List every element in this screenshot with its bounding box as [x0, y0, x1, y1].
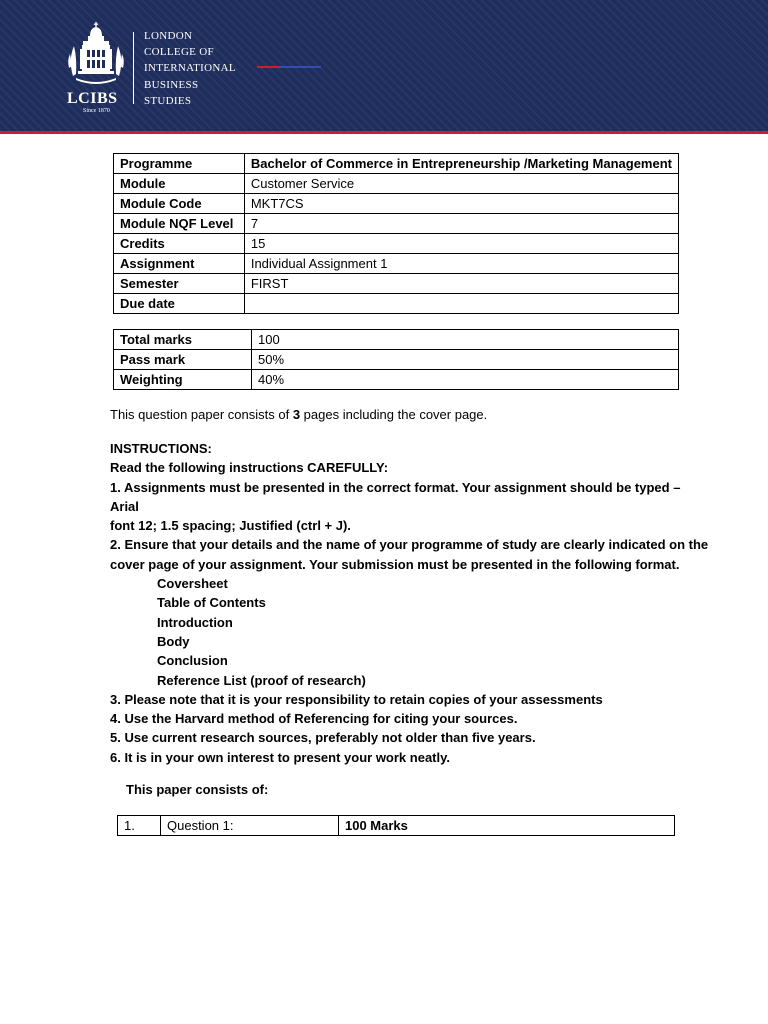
- row-value: MKT7CS: [244, 194, 678, 214]
- intro-text: pages including the cover page.: [300, 407, 488, 422]
- intro-text: This question paper consists of: [110, 407, 293, 422]
- question-marks: 100 Marks: [339, 816, 675, 836]
- accent-line-red: [257, 66, 279, 68]
- row-value: FIRST: [244, 274, 678, 294]
- table-row: [114, 330, 679, 350]
- format-item: Conclusion: [157, 653, 228, 669]
- instruction-item: cover page of your assignment. Your submission must be presented in the following format.: [110, 556, 680, 572]
- paper-consists-heading: This paper consists of:: [126, 782, 269, 797]
- row-value: Individual Assignment 1: [244, 254, 678, 274]
- logo-divider: [133, 32, 134, 104]
- module-info-table: [113, 153, 679, 314]
- instruction-item: font 12; 1.5 spacing; Justified (ctrl + J).: [110, 518, 351, 534]
- instruction-item: 3. Please note that it is your responsibility to retain copies of your assessments: [110, 691, 603, 707]
- marks-table: [113, 329, 679, 390]
- college-crest-icon: [66, 22, 128, 94]
- college-name: [144, 28, 236, 109]
- table-row: [114, 174, 679, 194]
- row-value: 40%: [252, 370, 679, 390]
- instructions-heading: INSTRUCTIONS:: [110, 441, 212, 456]
- format-item: Introduction: [157, 614, 233, 630]
- row-value: 7: [244, 214, 678, 234]
- table-row: [114, 370, 679, 390]
- instruction-item: 1. Assignments must be presented in the correct format. Your assignment should be typed – Arial: [110, 479, 681, 514]
- row-label: Credits: [114, 234, 245, 254]
- table-row: [114, 214, 679, 234]
- page-count: 3: [292, 407, 301, 422]
- row-value: 100: [252, 330, 679, 350]
- question-label: Question 1:: [161, 816, 339, 836]
- row-label: Module Code: [114, 194, 245, 214]
- format-item: Coversheet: [157, 576, 228, 592]
- logo-since-text: Since 1870: [83, 108, 110, 114]
- table-row: [114, 254, 679, 274]
- instruction-item: 2. Ensure that your details and the name of your programme of study are clearly indicated on the: [110, 537, 709, 553]
- row-value: [244, 294, 678, 314]
- row-label: Module: [114, 174, 245, 194]
- row-value: 50%: [252, 350, 679, 370]
- format-item: Table of Contents: [157, 595, 266, 611]
- college-name-line: COLLEGE OF: [144, 46, 214, 59]
- format-item: Body: [157, 633, 190, 649]
- logo-abbreviation: LCIBS: [67, 90, 118, 107]
- row-value: 15: [244, 234, 678, 254]
- table-row: [114, 234, 679, 254]
- instruction-item: 5. Use current research sources, preferably not older than five years.: [110, 730, 536, 746]
- table-row: [114, 274, 679, 294]
- instruction-item: 4. Use the Harvard method of Referencing for citing your sources.: [110, 711, 518, 727]
- table-row: [114, 154, 679, 174]
- row-value: Bachelor of Commerce in Entrepreneurship /Marketing Management: [244, 154, 678, 174]
- page-count-statement: [110, 407, 487, 422]
- format-item: Reference List (proof of research): [157, 672, 366, 688]
- question-table: [117, 815, 675, 836]
- row-label: Programme: [114, 154, 245, 174]
- college-name-line: STUDIES: [144, 94, 192, 107]
- college-name-line: LONDON: [144, 30, 193, 42]
- table-row: [114, 294, 679, 314]
- table-row: [118, 816, 675, 836]
- row-label: Pass mark: [114, 350, 252, 370]
- instruction-item: 6. It is in your own interest to present your work neatly.: [110, 749, 450, 765]
- college-name-line: INTERNATIONAL: [144, 62, 236, 75]
- row-label: Due date: [114, 294, 245, 314]
- row-value: Customer Service: [244, 174, 678, 194]
- row-label: Assignment: [114, 254, 245, 274]
- instructions-subheading: Read the following instructions CAREFULLY:: [110, 460, 389, 476]
- row-label: Semester: [114, 274, 245, 294]
- row-label: Module NQF Level: [114, 214, 245, 234]
- accent-line-blue: [279, 66, 321, 68]
- college-name-line: BUSINESS: [144, 78, 199, 91]
- instructions-block: [110, 439, 710, 767]
- table-row: [114, 350, 679, 370]
- header-banner: [0, 0, 768, 134]
- question-number: 1.: [118, 816, 161, 836]
- row-label: Total marks: [114, 330, 252, 350]
- table-row: [114, 194, 679, 214]
- row-label: Weighting: [114, 370, 252, 390]
